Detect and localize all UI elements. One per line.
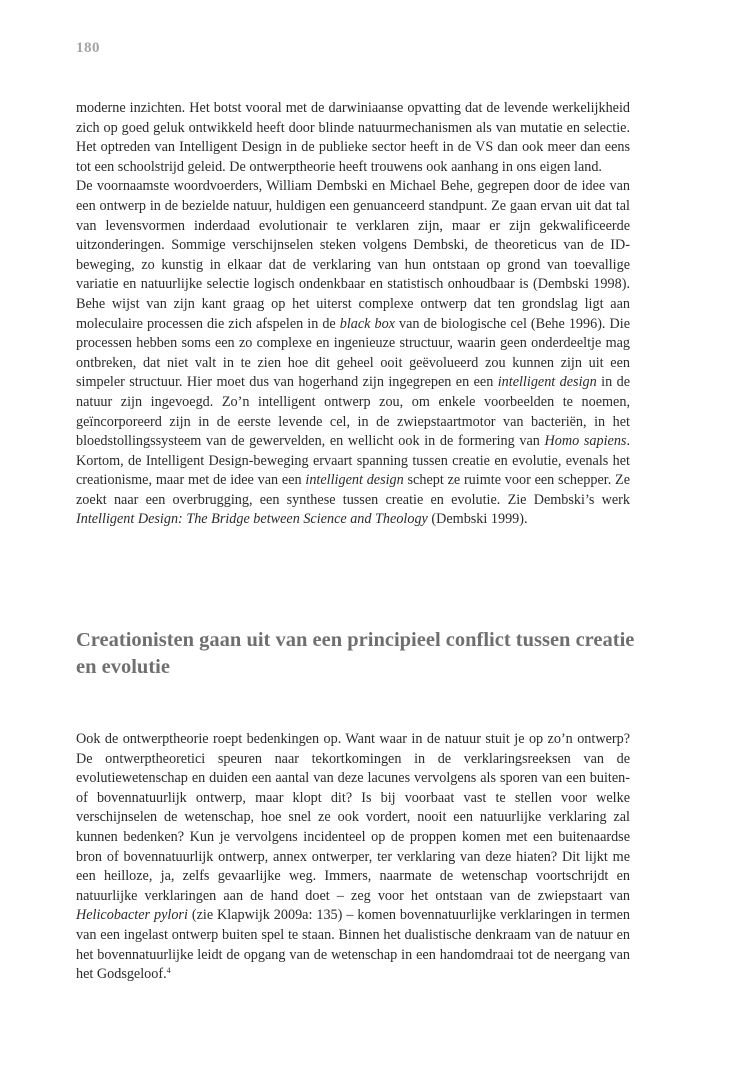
- body-section-top: [76, 99, 630, 530]
- text-run: Ook de ontwerptheorie roept bedenkingen op. Want waar in de natuur stuit je op zo’n ontwerp? De ontwerptheoretici speuren naar tekortkomingen in de verklaringsreeksen van de evolutiewetenschap en duiden een aantal van deze lacunes vervolgens als sporen van een buiten- of bovennatuurlijk ontwerp, maar klopt dit? Is bij voorbaat vast te stellen voor welke verschijnselen de wetenschap, hoe snel ze ook vordert, nooit een natuurlijke verklaring zal kunnen bedenken? Kun je vervolgens incidenteel op de proppen komen met een buitenaardse bron of bovennatuurlijk ontwerp, annex ontwerper, ter verklaring van deze hiaten? Dit lijkt me een heilloze, ja, zelfs gevaarlijke weg. Immers, naarmate de wetenschap voortschrijdt en natuurlijke verklaringen aan de hand doet – zeg voor het ontstaan van de zwiepstaart van: [76, 731, 630, 904]
- italic-text: intelligent design: [305, 472, 404, 489]
- text-run: (Dembski 1999).: [427, 511, 528, 528]
- italic-text: Intelligent Design: The Bridge between Science and Theology: [76, 511, 428, 528]
- paragraph-3: [76, 730, 630, 985]
- text-run: in de natuur zijn ingevoegd. Zo’n intelligent ontwerp zou, om enkele voorbeelden te noemen, geïncorporeerd zijn in de eerste levende cel, in de zwiepstaartmotor van bacteriën, in het bloedstollingssysteem van de gewervelden, en wellicht ook in de formering van: [76, 374, 630, 450]
- body-section-bottom: [76, 730, 630, 985]
- paragraph-1: [76, 99, 630, 177]
- text-run: (zie Klapwijk 2009a: 135) – komen bovennatuurlijke verklaringen in termen van een ingelast ontwerp buiten spel te staan. Binnen het dualistische denkraam van de natuur en het bovennatuurlijke leidt de opgang van de wetenschap in een handomdraai tot de neergang van het Godsgeloof.: [76, 907, 631, 983]
- text-run: van de biologische cel (Behe 1996). Die processen hebben soms een zo complexe en ingenieuze structuur, waarin geen onderdeeltje mag ontbreken, dat niet valt in te zien hoe dit geheel ooit geëvolueerd zou kunnen zijn uit een simpeler structuur. Hier moet dus van hogerhand zijn ingegrepen en een: [76, 315, 630, 391]
- page-number: 180: [76, 40, 100, 56]
- text-run: moderne inzichten. Het botst vooral met de darwiniaanse opvatting dat de levende werkelijkheid zich op goed geluk ontwikkeld heeft door blinde natuurmechanismen als van mutatie en selectie. Het optreden van Intelligent Design in de publieke sector heeft in de VS dan ook meer dan eens tot een schoolstrijd geleid. De ontwerptheorie heeft trouwens ook aanhang in ons eigen land.: [76, 100, 630, 175]
- footnote-marker: 4: [166, 966, 171, 976]
- italic-text: Helicobacter pylori: [76, 907, 188, 924]
- text-run: schept ze ruimte voor een schepper. Ze zoekt naar een overbrugging, een synthese tussen creatie en evolutie. Zie Dembski’s werk: [76, 472, 630, 508]
- text-run: . Kortom, de Intelligent Design-beweging ervaart spanning tussen creatie en evolutie, evenals het creationisme, maar met de idee van een: [76, 433, 630, 489]
- text-run: De voornaamste woordvoerders, William Dembski en Michael Behe, gegrepen door de idee van een ontwerp in de bezielde natuur, huldigen een genuanceerd standpunt. Ze gaan ervan uit dat tal van levensvormen inderdaad evolutionair te verklaren zijn, maar er zijn gekwalificeerde uitzonderingen. Sommige verschijnselen steken volgens Dembski, de theoreticus van de ID-beweging, zo kunstig in elkaar dat de verklaring van hun ontstaan op grond van toevallige variatie en natuurlijke selectie logisch ondenkbaar en statistisch onhoudbaar is (Dembski 1998). Behe wijst van zijn kant graag op het uiterst complexe ontwerp dat ten grondslag ligt aan moleculaire processen die zich afspelen in de: [76, 178, 630, 332]
- section-heading: Creationisten gaan uit van een principieel conflict tussen creatie en evolutie: [76, 629, 635, 678]
- italic-text: intelligent design: [497, 374, 597, 391]
- paragraph-2: [76, 177, 630, 530]
- italic-text: Homo sapiens: [544, 433, 627, 450]
- italic-text: black box: [339, 315, 395, 332]
